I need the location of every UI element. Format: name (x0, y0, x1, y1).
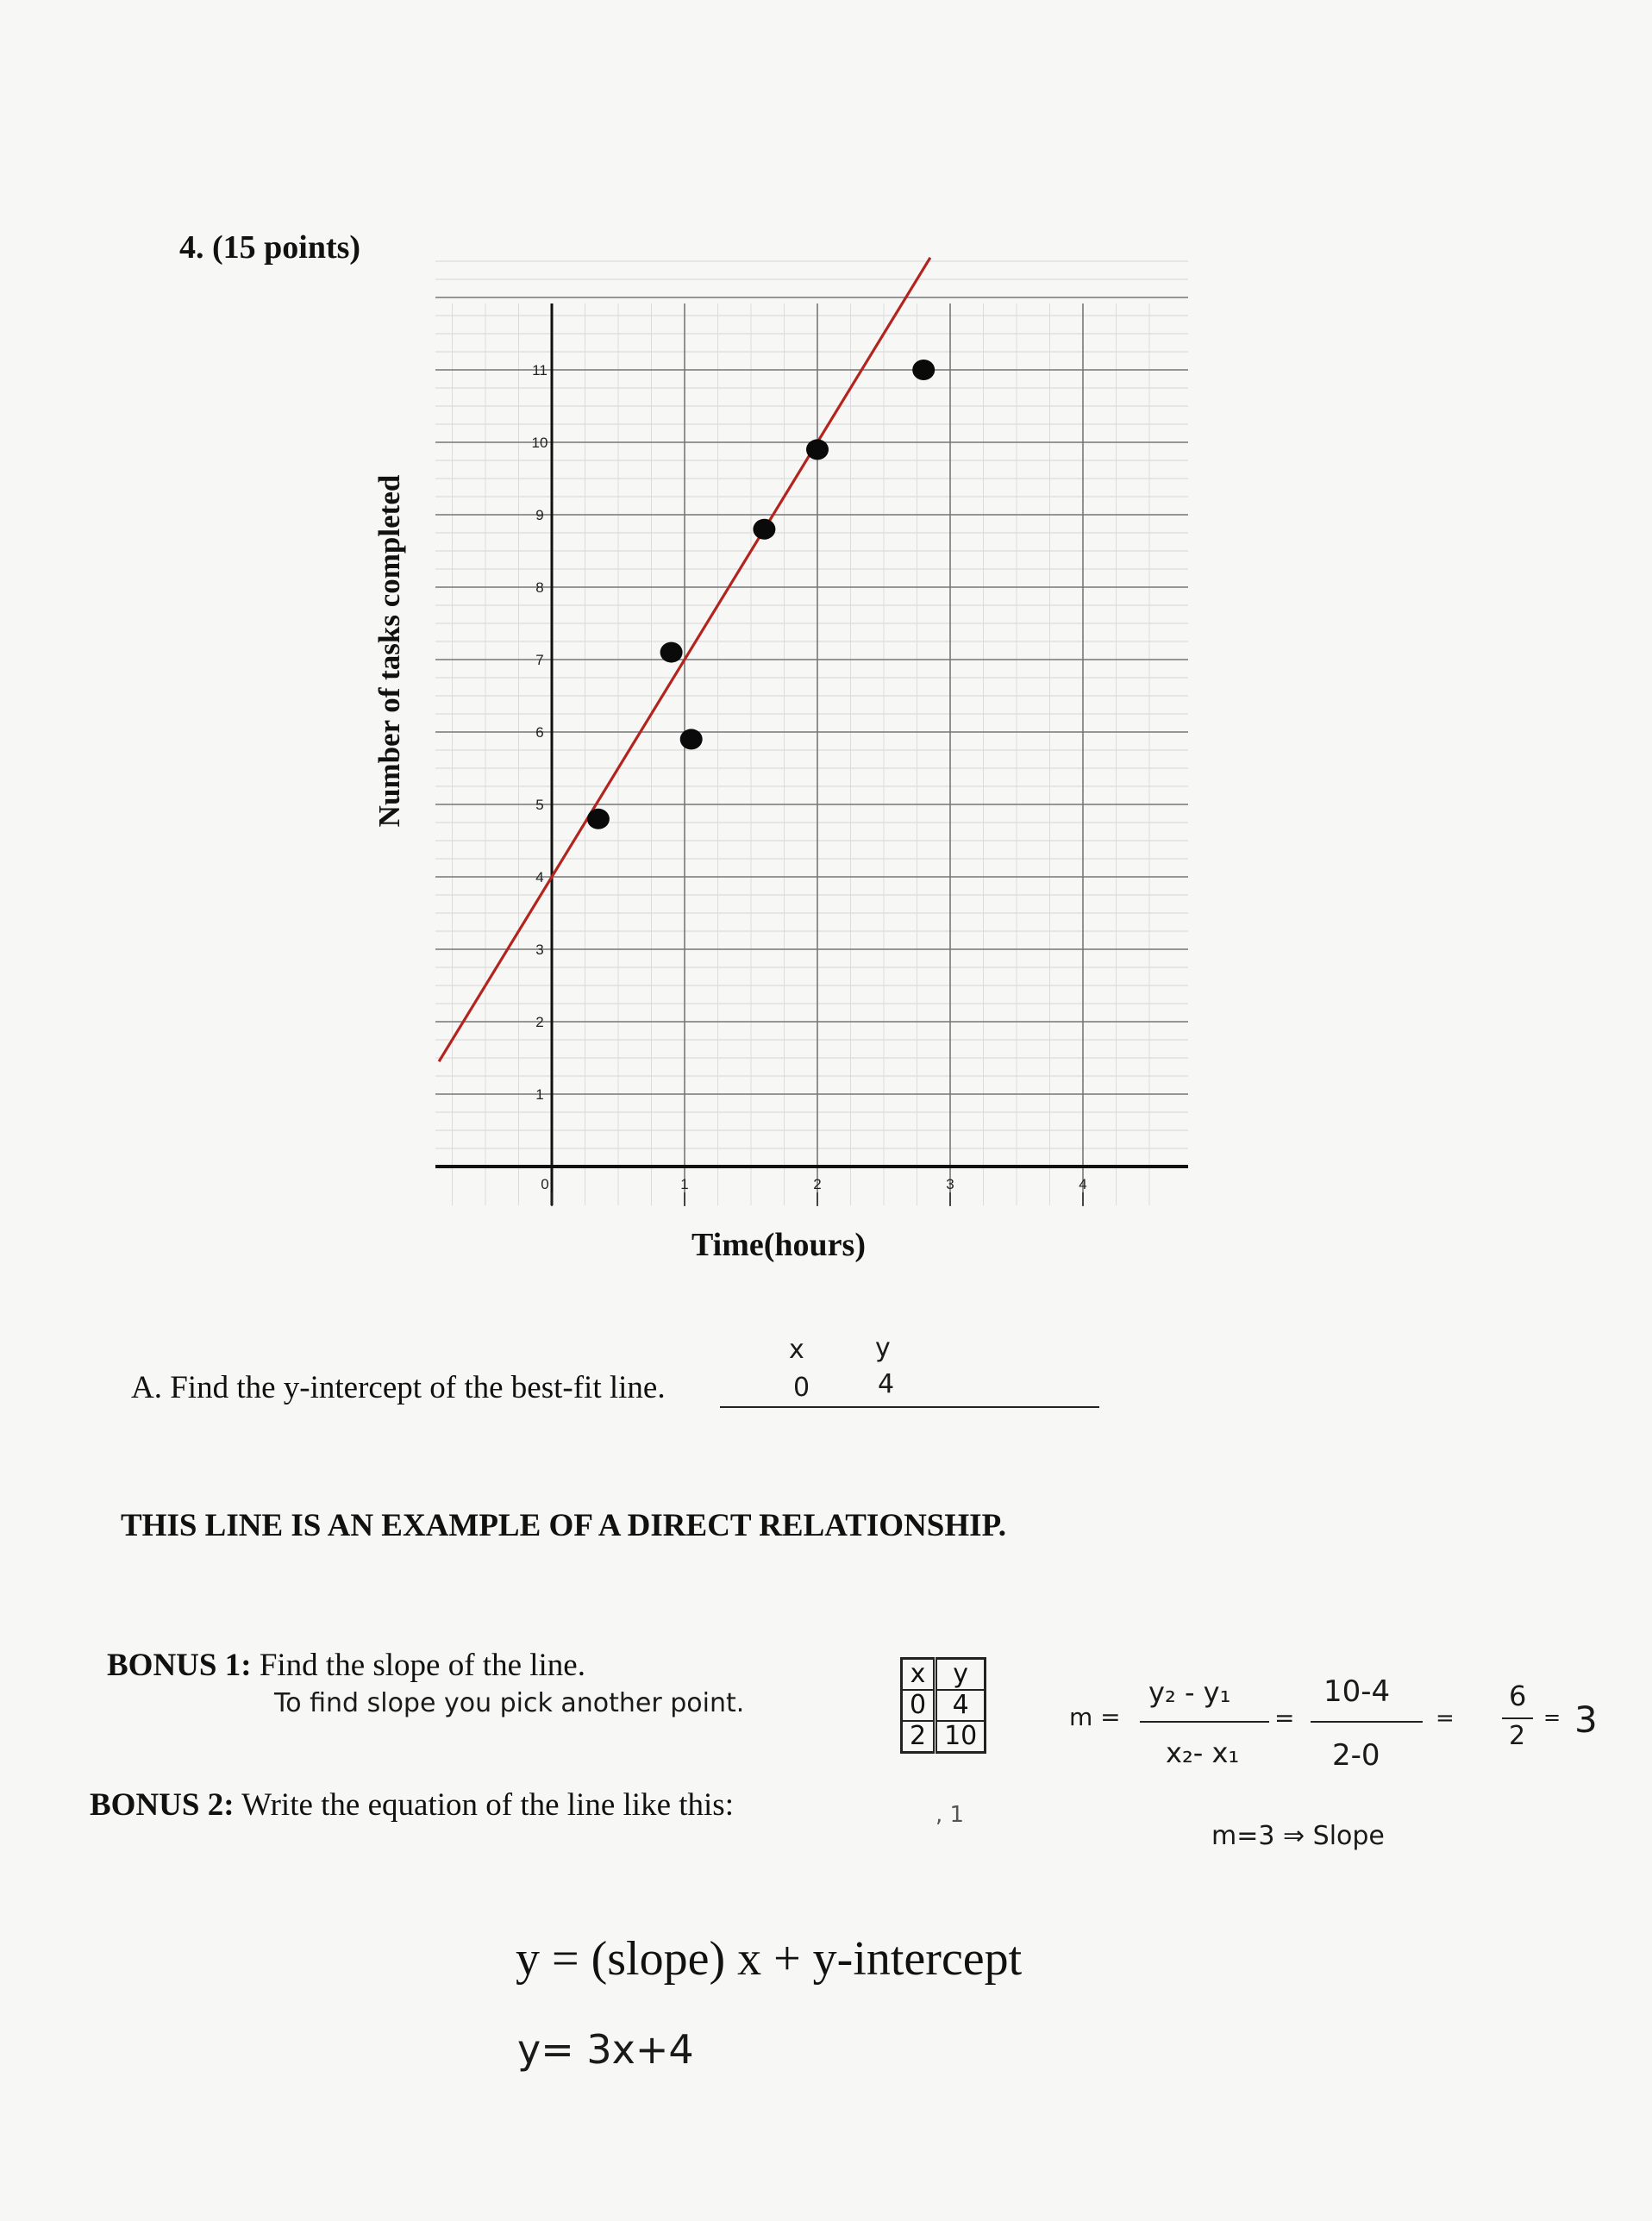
equation-form: y = (slope) x + y-intercept (516, 1932, 1023, 1986)
handwritten-y-value: 4 (878, 1369, 895, 1399)
table-header-y: y (936, 1659, 986, 1691)
handwritten-answer-equation: y= 3x+4 (517, 2026, 694, 2073)
y-tick-label: 5 (535, 797, 544, 813)
fraction-bar (1311, 1721, 1423, 1723)
simplified-numerator: 6 (1509, 1680, 1527, 1712)
data-point (587, 809, 610, 829)
table-header-x: x (902, 1659, 936, 1691)
equals-sign: = (1436, 1705, 1455, 1731)
bonus-1-text: Find the slope of the line. (259, 1648, 585, 1683)
bonus-2-text: Write the equation of the line like this: (241, 1787, 734, 1823)
y-tick-label: 7 (535, 652, 544, 668)
table-cell: 0 (902, 1690, 936, 1721)
table-cell: 2 (902, 1721, 936, 1753)
substituted-numerator: 10-4 (1323, 1674, 1391, 1709)
answer-blank (720, 1406, 1099, 1408)
bonus-2-label: BONUS 2: (90, 1787, 235, 1823)
x-axis-label: Time(hours) (691, 1227, 866, 1263)
data-point (806, 439, 829, 460)
slope-m-label: m = (1069, 1703, 1121, 1731)
x-tick-label: 2 (813, 1176, 822, 1192)
data-point (912, 360, 935, 380)
bonus-2 (90, 1786, 734, 1824)
question-a: A. Find the y-intercept of the best-fit line. (131, 1370, 666, 1405)
y-tick-label: 1 (535, 1086, 544, 1103)
table-cell: 4 (936, 1690, 986, 1721)
y-tick-label: 9 (535, 507, 544, 523)
y-tick-label: 4 (535, 869, 544, 885)
problem-number: 4. (15 points) (179, 229, 361, 266)
handwritten-y-label: y (875, 1333, 891, 1363)
slope-formula-numerator: y₂ - y₁ (1148, 1676, 1231, 1709)
x-tick-label: 3 (946, 1176, 954, 1192)
y-tick-label: 3 (535, 942, 544, 958)
fraction-bar (1140, 1721, 1269, 1723)
y-tick-label: 11 (532, 362, 548, 379)
handwritten-x-value: 0 (793, 1373, 810, 1403)
y-tick-label: 10 (531, 435, 548, 451)
slope-formula-denominator: x₂- x₁ (1166, 1736, 1240, 1769)
stray-marks: , 1 (936, 1802, 965, 1828)
x-tick-label: 1 (680, 1176, 689, 1192)
x-tick-label: 0 (541, 1176, 549, 1192)
relationship-statement: THIS LINE IS AN EXAMPLE OF A DIRECT RELATIONSHIP. (121, 1508, 1007, 1543)
fraction-bar (1502, 1717, 1533, 1719)
y-tick-label: 2 (535, 1014, 544, 1030)
points-table (900, 1657, 986, 1754)
x-tick-label: 4 (1079, 1176, 1087, 1192)
data-point (660, 642, 683, 663)
bonus-1 (107, 1647, 585, 1684)
slope-conclusion: m=3 ⇒ Slope (1211, 1821, 1385, 1851)
handwritten-x-label: x (789, 1335, 804, 1365)
data-point (680, 729, 703, 749)
y-tick-label: 8 (535, 579, 544, 596)
table-cell: 10 (936, 1721, 986, 1753)
equals-sign: = (1274, 1704, 1295, 1732)
bonus-1-label: BONUS 1: (107, 1648, 252, 1683)
simplified-denominator: 2 (1509, 1721, 1526, 1751)
data-point (753, 519, 775, 540)
y-tick-label: 6 (535, 724, 544, 741)
substituted-denominator: 2-0 (1332, 1738, 1380, 1773)
equals-sign: = (1543, 1705, 1561, 1730)
handwritten-note: To find slope you pick another point. (274, 1688, 745, 1718)
slope-result: 3 (1574, 1699, 1598, 1741)
